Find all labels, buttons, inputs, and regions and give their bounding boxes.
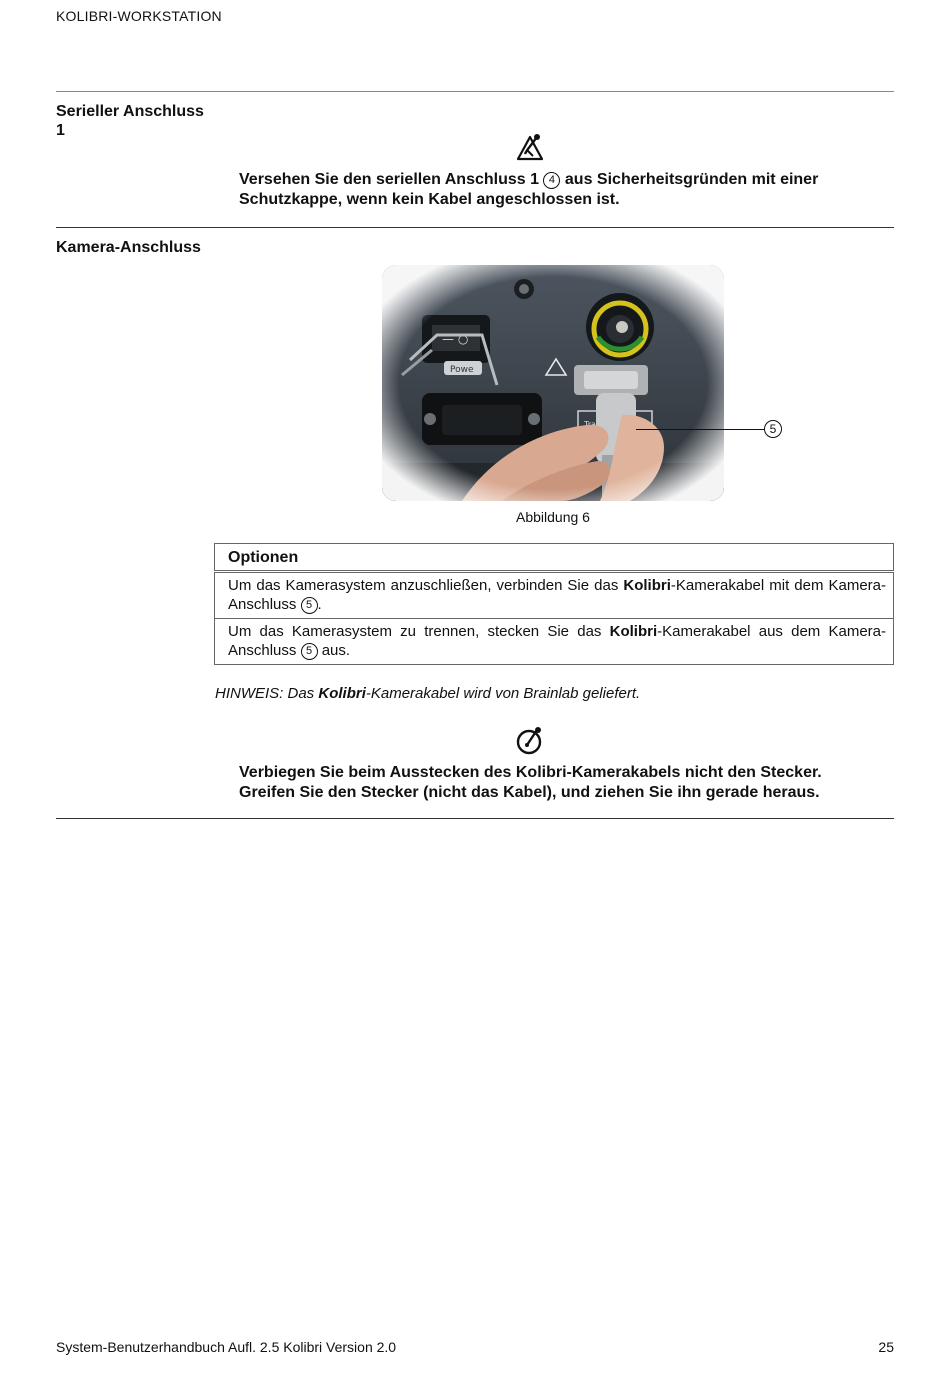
reference-number: 5: [301, 597, 318, 614]
options-header: Optionen: [215, 544, 894, 572]
table-row: [215, 619, 894, 665]
option-text: -Kamerakabel mit dem Kamera-Anschluss: [228, 577, 886, 613]
section-label-line: Serieller Anschluss: [56, 103, 204, 120]
option-text: aus.: [321, 642, 351, 659]
options-header-row: [215, 544, 894, 572]
options-table: [214, 543, 894, 665]
option-cell: [215, 572, 894, 619]
callout-leader-line: [636, 429, 764, 430]
note: [215, 685, 640, 702]
note-brand: Kolibri: [318, 685, 366, 702]
warning-hand-icon: [515, 132, 545, 162]
divider: [56, 91, 894, 92]
option-text: -Kamerakabel aus dem Kamera-Anschluss: [228, 623, 887, 659]
option-brand: Kolibri: [609, 623, 658, 640]
option-text: .: [317, 596, 322, 613]
figure-callout: 5: [764, 420, 782, 438]
caution-circle-icon: [515, 726, 545, 756]
section-label-line: 1: [56, 122, 65, 139]
reference-number: 4: [543, 172, 560, 189]
note-text: -Kamerakabel wird von Brainlab geliefert.: [365, 685, 641, 702]
note-text: HINWEIS: Das: [215, 685, 315, 702]
footer-manual: System-Benutzerhandbuch Aufl. 2.5 Kolibri Version 2.0: [56, 1339, 397, 1355]
option-cell: [215, 619, 894, 665]
warning-text: aus Sicherheitsgründen mit einer Schutzkappe, wenn kein Kabel angeschlossen ist.: [239, 171, 819, 208]
table-row: [215, 572, 894, 619]
running-header: KOLIBRI-WORKSTATION: [56, 8, 222, 24]
option-brand: Kolibri: [623, 577, 671, 594]
warning-text: Versehen Sie den seriellen Anschluss 1: [239, 171, 539, 188]
option-text: Um das Kamerasystem anzuschließen, verbinden Sie das: [228, 577, 619, 594]
serial-warning: [239, 170, 879, 210]
camera-connector-photo: [382, 265, 724, 501]
caution-text: Verbiegen Sie beim Ausstecken des Kolibri-Kamerakabels nicht den Stecker. Greifen Sie den Stecker (nicht das Kabel), und ziehen Sie ihn gerade heraus.: [239, 764, 822, 801]
page-number: 25: [878, 1339, 894, 1355]
divider: [56, 227, 894, 228]
divider: [56, 818, 894, 819]
section-label-serial: [56, 102, 216, 140]
section-label-camera: Kamera-Anschluss: [56, 239, 201, 256]
option-text: Um das Kamerasystem zu trennen, stecken Sie das: [228, 623, 602, 640]
reference-number: 5: [301, 643, 318, 660]
figure-caption: Abbildung 6: [516, 509, 590, 525]
